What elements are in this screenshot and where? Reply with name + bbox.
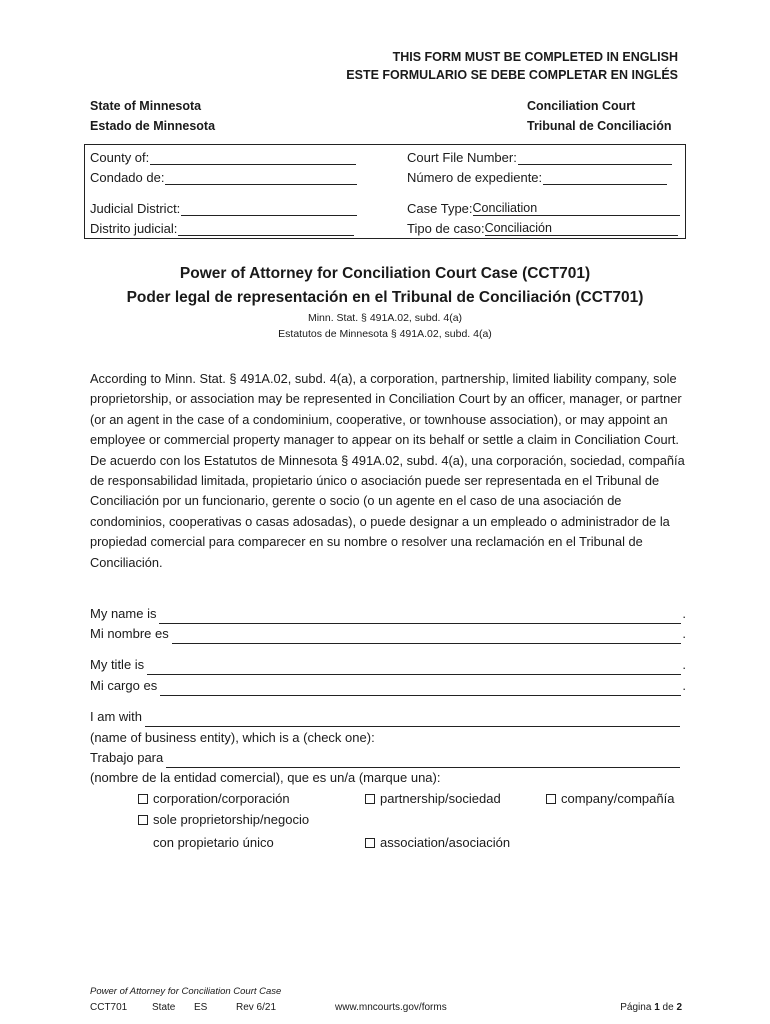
- distrito-field[interactable]: [90, 219, 354, 239]
- explanation-en: According to Minn. Stat. § 491A.02, subd. 4(a), a corporation, partnership, limited liability company, sole proprietorship, or association may be represented in Conciliation Court by an officer, manager, or partner (or an agent in the case of a condominium, cooperative, or townhouse association), or may appoint an employee or commercial property manager to appear on its behalf or settle a claim in Conciliation Court.: [90, 371, 682, 448]
- condado-label: Condado de:: [90, 170, 165, 185]
- business-en-label: I am with: [90, 709, 143, 724]
- name-es-label: Mi nombre es: [90, 626, 169, 641]
- checkbox-square-icon[interactable]: [546, 794, 556, 804]
- title-es-line[interactable]: [160, 680, 681, 696]
- county-label: County of:: [90, 150, 150, 165]
- checkbox-square-icon[interactable]: [138, 794, 148, 804]
- form-title-es: Poder legal de representación en el Tribunal de Conciliación (CCT701): [126, 289, 644, 306]
- footer-form-title: Power of Attorney for Conciliation Court Case: [90, 986, 282, 997]
- court-es: Tribunal de Conciliación: [527, 119, 672, 133]
- title-en-label: My title is: [90, 657, 145, 672]
- explanation-es: De acuerdo con los Estatutos de Minnesota § 491A.02, subd. 4(a), una corporación, sociedad, compañía de responsabilidad limitada, propietario único o asociación puede ser representada en el Tribunal de Conciliación por un funcionario, gerente o socio (o un agente en el caso de una asociación de condominios, cooperativas o casas adosadas), o puede designar a un empleado o administrador de la propiedad comercial para comparecer en su nombre o resolver una reclamación en el Tribunal de Conciliación.: [90, 452, 685, 570]
- footer-revision: Rev 6/21: [236, 1002, 277, 1013]
- title-en-field[interactable]: My title is .: [90, 655, 686, 675]
- form-title-en: Power of Attorney for Conciliation Court Case (CCT701): [179, 265, 591, 282]
- title-es-field[interactable]: Mi cargo es .: [90, 676, 686, 696]
- checkbox-company[interactable]: [546, 789, 674, 809]
- business-es-hint: (nombre de la entidad comercial), que es un/a (marque una):: [90, 770, 441, 785]
- checkbox-square-icon[interactable]: [365, 794, 375, 804]
- state-es: Estado de Minnesota: [90, 119, 216, 133]
- state-en: State of Minnesota: [90, 99, 202, 113]
- case-type-field: [407, 199, 680, 219]
- name-es-line[interactable]: [172, 628, 682, 644]
- district-field[interactable]: [90, 199, 357, 219]
- notice-spanish: ESTE FORMULARIO SE DEBE COMPLETAR EN INGLÉS: [346, 68, 678, 82]
- expediente-line[interactable]: [543, 168, 667, 185]
- checkbox-square-icon[interactable]: [365, 838, 375, 848]
- title-es-label: Mi cargo es: [90, 678, 158, 693]
- court-heading: [527, 96, 671, 136]
- business-es-label: Trabajo para: [90, 750, 164, 765]
- checkbox-partnership[interactable]: [365, 789, 501, 809]
- checkbox-corporation[interactable]: [138, 789, 290, 809]
- sole-proprietorship-label: sole proprietorship/negocio: [153, 812, 310, 827]
- name-en-field[interactable]: My name is .: [90, 604, 686, 624]
- checkbox-sole-proprietorship[interactable]: [138, 810, 309, 830]
- business-en-field[interactable]: [90, 707, 680, 727]
- name-es-field[interactable]: Mi nombre es .: [90, 624, 686, 644]
- condado-line[interactable]: [165, 168, 357, 185]
- name-en-label: My name is: [90, 606, 157, 621]
- business-en-line[interactable]: [145, 711, 680, 727]
- case-type-value: Conciliation: [473, 199, 680, 216]
- expediente-label: Número de expediente:: [407, 170, 543, 185]
- county-field[interactable]: [90, 148, 356, 168]
- file-number-label: Court File Number:: [407, 150, 517, 165]
- district-line[interactable]: [181, 199, 357, 216]
- tipo-caso-label: Tipo de caso:: [407, 221, 485, 236]
- statute-es: Estatutos de Minnesota § 491A.02, subd. 4(a): [278, 328, 492, 340]
- expediente-field[interactable]: [407, 168, 667, 188]
- tipo-caso-value: Conciliación: [485, 219, 678, 236]
- footer-form-code: CCT701: [90, 1002, 128, 1013]
- business-es-line[interactable]: [166, 752, 680, 768]
- distrito-line[interactable]: [178, 219, 354, 236]
- case-type-label: Case Type:: [407, 201, 473, 216]
- file-number-line[interactable]: [518, 148, 672, 165]
- company-label: company/compañía: [561, 791, 675, 806]
- title-en-line[interactable]: [147, 659, 681, 675]
- county-line[interactable]: [150, 148, 356, 165]
- court-en: Conciliation Court: [527, 99, 636, 113]
- footer-language: ES: [194, 1002, 208, 1013]
- statute-en: Minn. Stat. § 491A.02, subd. 4(a): [307, 312, 463, 324]
- language-notice: [346, 48, 678, 84]
- footer-state: State: [152, 1002, 176, 1013]
- notice-english: THIS FORM MUST BE COMPLETED IN ENGLISH: [392, 50, 678, 64]
- state-heading: [90, 96, 215, 136]
- condado-field[interactable]: [90, 168, 357, 188]
- distrito-label: Distrito judicial:: [90, 221, 178, 236]
- business-en-hint: (name of business entity), which is a (check one):: [90, 730, 375, 745]
- partnership-label: partnership/sociedad: [380, 791, 501, 806]
- file-number-field[interactable]: [407, 148, 672, 168]
- checkbox-association[interactable]: [365, 833, 510, 853]
- checkbox-square-icon[interactable]: [138, 815, 148, 825]
- footer-url[interactable]: www.mncourts.gov/forms: [335, 1002, 447, 1013]
- footer-page-number: Página 1 de 2: [620, 1002, 682, 1013]
- tipo-caso-field: [407, 219, 678, 239]
- corporation-label: corporation/corporación: [153, 791, 290, 806]
- association-label: association/asociación: [380, 835, 511, 850]
- name-en-line[interactable]: [159, 608, 681, 624]
- explanation-text: [90, 369, 685, 573]
- business-es-field[interactable]: [90, 748, 680, 768]
- district-label: Judicial District:: [90, 201, 181, 216]
- sole-proprietorship-label-cont: con propietario único: [153, 835, 274, 850]
